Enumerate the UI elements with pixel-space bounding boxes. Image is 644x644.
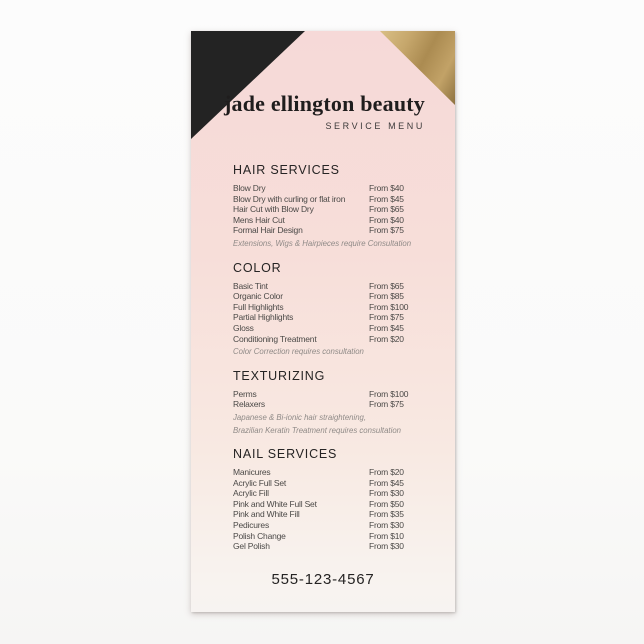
section-note-line: Brazilian Keratin Treatment requires consultation	[233, 425, 402, 435]
service-price: From $65	[369, 204, 404, 215]
section-title: TEXTURIZING	[233, 368, 326, 383]
service-name: Manicures	[233, 467, 271, 478]
service-row	[233, 541, 429, 552]
service-row	[233, 204, 429, 215]
service-name: Hair Cut with Blow Dry	[233, 204, 314, 215]
service-name: Full Highlights	[233, 301, 284, 312]
service-menu	[233, 163, 429, 564]
service-row	[233, 194, 429, 205]
service-name: Formal Hair Design	[233, 225, 303, 236]
service-name: Gloss	[233, 322, 254, 333]
phone-number: 555-123-4567	[271, 571, 375, 588]
section-title: NAIL SERVICES	[233, 447, 338, 462]
service-row	[233, 467, 429, 478]
service-price: From $35	[369, 509, 404, 520]
service-row	[233, 215, 429, 226]
service-row	[233, 302, 429, 313]
service-price: From $10	[369, 530, 404, 541]
section-rows	[233, 389, 429, 410]
service-price: From $75	[369, 225, 404, 236]
service-name: Gel Polish	[233, 541, 270, 552]
service-price: From $30	[369, 520, 404, 531]
section-notes	[233, 239, 429, 249]
service-row	[233, 334, 429, 345]
service-row	[233, 531, 429, 542]
service-price: From $50	[369, 498, 404, 509]
section-title: COLOR	[233, 260, 282, 275]
service-name: Pink and White Full Set	[233, 498, 317, 509]
service-row	[233, 183, 429, 194]
brand-subtitle: SERVICE MENU	[325, 121, 425, 131]
service-price: From $65	[369, 280, 404, 291]
service-menu-rack-card	[191, 31, 455, 612]
service-price: From $45	[369, 193, 404, 204]
service-name: Pedicures	[233, 520, 269, 531]
service-row	[233, 323, 429, 334]
menu-section	[233, 163, 429, 249]
service-name: Basic Tint	[233, 280, 268, 291]
service-name: Mens Hair Cut	[233, 214, 285, 225]
service-price: From $100	[369, 301, 409, 312]
section-rows	[233, 281, 429, 345]
service-row	[233, 520, 429, 531]
service-name: Perms	[233, 388, 257, 399]
section-rows	[233, 183, 429, 236]
service-price: From $75	[369, 312, 404, 323]
service-name: Polish Change	[233, 530, 286, 541]
service-row	[233, 399, 429, 410]
service-price: From $100	[369, 388, 409, 399]
service-row	[233, 499, 429, 510]
service-row	[233, 488, 429, 499]
service-name: Relaxers	[233, 399, 265, 410]
service-name: Acrylic Full Set	[233, 477, 287, 488]
service-price: From $40	[369, 214, 404, 225]
service-name: Pink and White Fill	[233, 509, 300, 520]
service-name: Blow Dry with curling or flat iron	[233, 193, 346, 204]
service-price: From $30	[369, 488, 404, 499]
service-price: From $45	[369, 322, 404, 333]
section-title: HAIR SERVICES	[233, 163, 340, 177]
section-note-line: Color Correction requires consultation	[233, 347, 364, 357]
section-rows	[233, 467, 429, 552]
service-name: Organic Color	[233, 291, 283, 302]
service-name: Partial Highlights	[233, 312, 294, 323]
menu-section	[233, 369, 429, 435]
service-price: From $20	[369, 467, 404, 478]
service-row	[233, 312, 429, 323]
section-notes	[233, 413, 429, 435]
service-row	[233, 478, 429, 489]
service-name: Acrylic Fill	[233, 488, 269, 499]
section-note-line: Extensions, Wigs & Hairpieces require Consultation	[233, 238, 412, 248]
brand-header	[224, 91, 425, 131]
service-price: From $40	[369, 183, 404, 193]
menu-section	[233, 447, 429, 552]
service-row	[233, 225, 429, 236]
section-notes	[233, 347, 429, 357]
service-row	[233, 389, 429, 400]
section-note-line: Japanese & Bi-ionic hair straightening,	[233, 412, 367, 422]
menu-section	[233, 261, 429, 357]
service-price: From $75	[369, 399, 404, 410]
service-name: Conditioning Treatment	[233, 333, 317, 344]
brand-title: jade ellington beauty	[224, 91, 425, 116]
service-name: Blow Dry	[233, 183, 266, 193]
service-row	[233, 291, 429, 302]
service-price: From $85	[369, 291, 404, 302]
service-price: From $30	[369, 541, 404, 552]
service-price: From $20	[369, 333, 404, 344]
service-price: From $45	[369, 477, 404, 488]
service-row	[233, 509, 429, 520]
service-row	[233, 281, 429, 292]
